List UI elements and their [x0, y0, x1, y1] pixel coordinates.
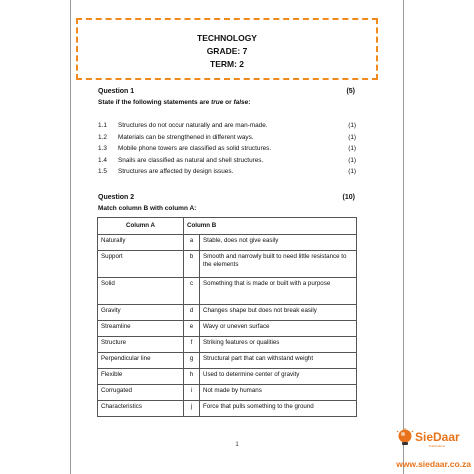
brand-tagline: Publications: [429, 444, 446, 448]
title-box: [76, 18, 378, 80]
table-row: Gravity d Changes shape but does not break easily: [98, 305, 357, 321]
statement-item: 1.3 Mobile phone towers are classified as solid structures. (1): [98, 145, 356, 152]
statement-list: [98, 122, 356, 180]
question-2-marks: (10): [342, 194, 355, 201]
table-row: Structure f Striking features or qualities: [98, 337, 357, 353]
brand-name: SieDaar: [415, 430, 460, 444]
column-b-header: Column B: [184, 218, 357, 235]
table-row: Support b Smooth and narrowly built to need little resistance to the elements: [98, 251, 357, 278]
column-a-header: Column A: [98, 218, 184, 235]
table-row: Perpendicular line g Structural part that can withstand weight: [98, 353, 357, 369]
statement-item: 1.4 Snails are classified as natural and shell structures. (1): [98, 156, 356, 164]
page-number: 1: [235, 442, 239, 448]
table-row: Corrugated i Not made by humans: [98, 385, 357, 401]
statement-item: 1.1 Structures do not occur naturally and are man-made. (1): [98, 122, 356, 129]
brand-url: www.siedaar.co.za: [396, 459, 471, 469]
grade-label: GRADE: 7: [206, 46, 248, 56]
bulb-icon: [396, 428, 414, 448]
table-row: Streamline e Wavy or uneven surface: [98, 321, 357, 337]
worksheet-page: [70, 0, 404, 474]
term-label: TERM: 2: [210, 59, 244, 69]
question-1-marks: (5): [346, 88, 355, 95]
matching-table: [97, 217, 357, 417]
question-2-instruction: Match column B with column A:: [98, 205, 197, 212]
table-header-row: [98, 218, 357, 235]
table-row: Naturally a Stable, does not give easily: [98, 235, 357, 251]
statement-item: 1.5 Structures are affected by design issues. (1): [98, 168, 356, 175]
table-row: Characteristics j Force that pulls something to the ground: [98, 401, 357, 417]
table-row: Solid c Something that is made or built with a purpose: [98, 278, 357, 305]
question-1-title: Question 1: [98, 88, 135, 95]
question-2-title: Question 2: [98, 194, 135, 201]
table-row: Flexible h Used to determine center of gravity: [98, 369, 357, 385]
statement-item: 1.2 Materials can be strengthened in different ways. (1): [98, 133, 356, 141]
brand-logo: [396, 428, 472, 448]
question-1-instruction: State if the following statements are true or false:: [98, 99, 251, 106]
subject-title: TECHNOLOGY: [197, 33, 257, 43]
